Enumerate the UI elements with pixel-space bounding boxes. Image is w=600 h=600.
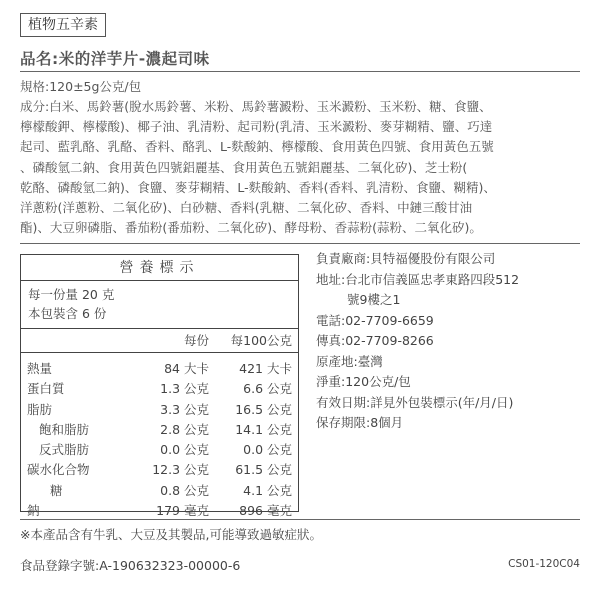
registration-number: 食品登錄字號:A-190632323-00000-6 (20, 558, 241, 573)
nutrient-per-serving: 179 毫克 (156, 503, 209, 519)
fax: 傳真:02-7709-8266 (316, 333, 434, 348)
ingredients-line: 檸檬酸鉀、檸檬酸)、椰子油、乳清粉、起司粉(乳清、玉米澱粉、麥芽糊精、鹽、巧達 (20, 119, 493, 135)
nutrient-per-serving: 0.0 公克 (160, 442, 209, 458)
nutrition-row (21, 400, 298, 420)
nutrient-per-100g: 16.5 公克 (235, 401, 292, 417)
nutrient-name: 鈉 (27, 503, 40, 519)
nutrition-facts-table (20, 254, 299, 519)
nutrient-per-serving: 2.8 公克 (160, 421, 209, 437)
nutrition-row (21, 359, 298, 379)
ingredients-line: 起司、藍乳酪、乳酪、香料、酪乳、L-麩酸鈉、檸檬酸、食用黃色四號、食用黃色五號 (20, 139, 494, 155)
serving-info (21, 281, 298, 329)
nutrient-per-100g: 14.1 公克 (235, 421, 292, 437)
col-per-serving: 每份 (183, 333, 209, 348)
nutrition-row (21, 379, 298, 399)
shelf-life: 保存期限:8個月 (316, 415, 404, 430)
address-continued: 號9樓之1 (347, 292, 401, 307)
address: 地址:台北市信義區忠孝東路四段512 (316, 271, 520, 287)
nutrient-name: 蛋白質 (27, 381, 65, 397)
nutrient-name: 脂肪 (27, 401, 53, 417)
company-info (316, 249, 586, 434)
nutrition-row (21, 420, 298, 440)
nutrient-per-100g: 4.1 公克 (243, 482, 292, 498)
nutrition-header: 營養標示 (21, 255, 298, 281)
divider (20, 71, 580, 72)
origin: 原產地:臺灣 (316, 353, 383, 369)
nutrient-name: 糖 (50, 482, 63, 498)
category-tag: 植物五辛素 (20, 13, 106, 37)
nutrient-name: 碳水化合物 (27, 462, 90, 478)
product-title: 品名:米的洋芋片-濃起司味 (20, 50, 210, 68)
ingredients-line: 洋蔥粉(洋蔥粉、二氧化矽)、白砂糖、香料(乳糖、二氧化矽、香料、中鏈三酸甘油 (20, 200, 473, 216)
nutrient-per-serving: 1.3 公克 (160, 381, 209, 397)
ingredients-block (20, 97, 582, 238)
nutrient-per-100g: 6.6 公克 (243, 381, 292, 397)
nutrition-row (21, 481, 298, 501)
col-per-100g: 每100公克 (230, 333, 292, 348)
ingredients-line: 、磷酸氫二鈉、食用黃色四號鋁麗基、食用黃色五號鋁麗基、二氧化矽)、芝士粉( (20, 159, 468, 175)
servings-per-pack: 本包裝含 6 份 (28, 306, 107, 321)
divider (20, 243, 580, 244)
divider (20, 519, 580, 520)
serving-size: 每一份量 20 克 (28, 287, 115, 302)
label-code: CS01-120C04 (508, 558, 580, 570)
nutrient-per-serving: 12.3 公克 (152, 462, 209, 478)
nutrient-per-serving: 3.3 公克 (160, 401, 209, 417)
ingredients-line: 酯)、大豆卵磷脂、番茄粉(番茄粉、二氧化矽)、酵母粉、香蒜粉(蒜粉、二氧化矽)。 (20, 220, 482, 236)
allergen-notice: ※本產品含有牛乳、大豆及其製品,可能導致過敏症狀。 (20, 527, 322, 542)
nutrient-per-serving: 84 大卡 (164, 361, 209, 376)
spec-text: 規格:120±5g公克/包 (20, 79, 142, 94)
net-weight: 淨重:120公克/包 (316, 374, 411, 389)
nutrient-per-serving: 0.8 公克 (160, 482, 209, 498)
nutrient-name: 熱量 (27, 361, 53, 376)
nutrient-name: 飽和脂肪 (39, 421, 90, 437)
nutrient-per-100g: 61.5 公克 (235, 462, 292, 478)
nutrition-row (21, 460, 298, 480)
nutrient-per-100g: 421 大卡 (239, 361, 292, 376)
manufacturer: 負責廠商:貝特福優股份有限公司 (316, 251, 496, 266)
nutrient-per-100g: 0.0 公克 (243, 442, 292, 458)
nutrient-name: 反式脂肪 (39, 442, 90, 458)
phone: 電話:02-7709-6659 (316, 312, 434, 328)
ingredients-line: 成分:白米、馬鈴薯(脫水馬鈴薯、米粉、馬鈴薯澱粉、玉米澱粉、玉米粉、糖、食鹽、 (20, 99, 492, 114)
ingredients-line: 乾酪、磷酸氫二鈉)、食鹽、麥芽糊精、L-麩酸鈉、香料(香料、乳清粉、食鹽、糊精)、 (20, 179, 496, 195)
nutrition-row (21, 440, 298, 460)
nutrient-per-100g: 896 毫克 (239, 503, 292, 519)
expiry-date: 有效日期:詳見外包裝標示(年/月/日) (316, 394, 514, 410)
nutrition-column-header (21, 329, 298, 353)
